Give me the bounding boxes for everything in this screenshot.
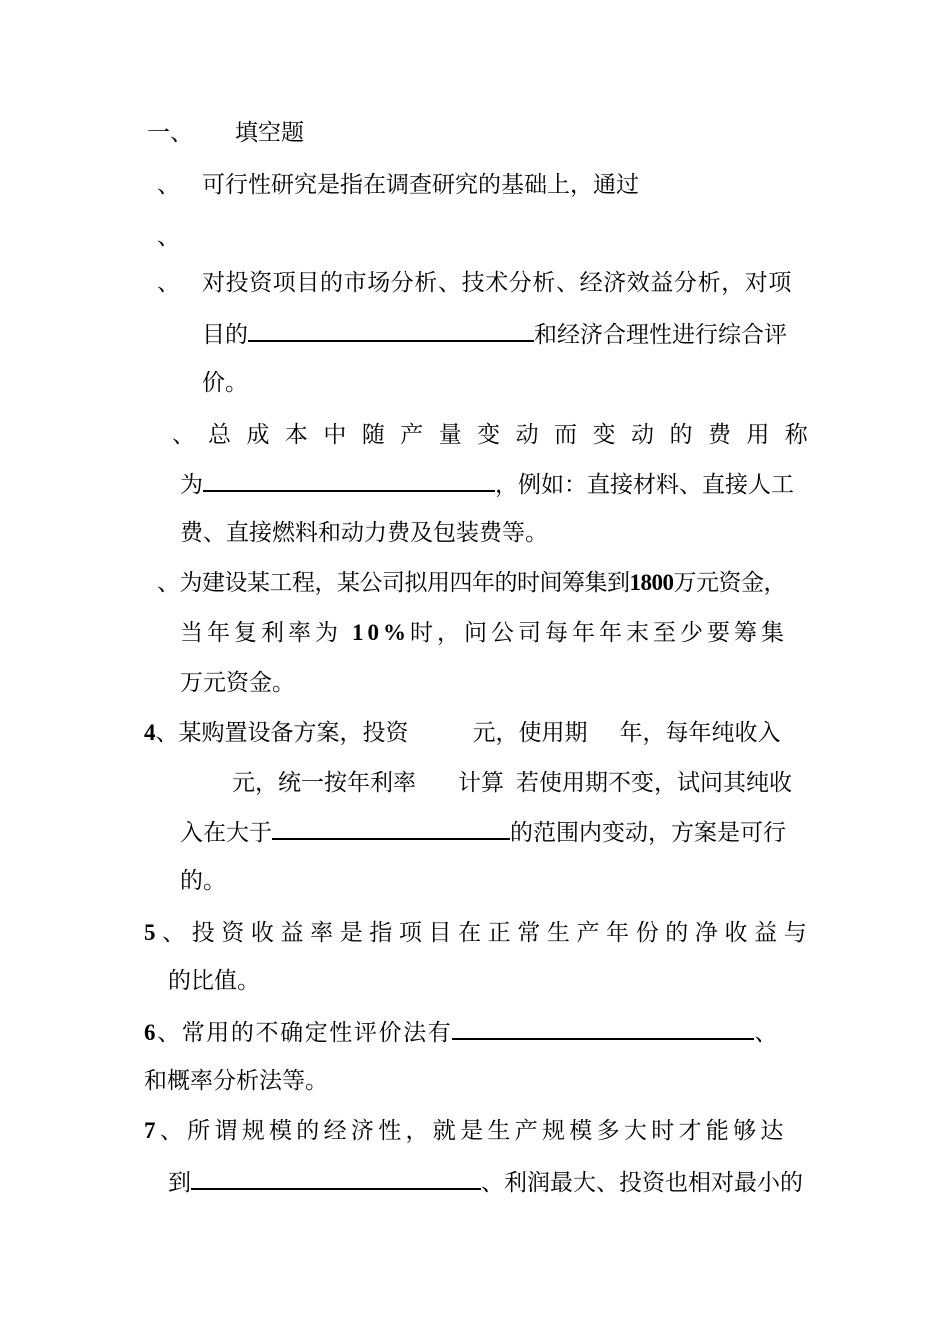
q1-mark-3: 、 bbox=[157, 270, 180, 296]
q4-line-2 bbox=[232, 768, 792, 798]
q3-amount: 1800 bbox=[629, 570, 674, 595]
q4-line-3 bbox=[180, 816, 786, 848]
q2-answer-blank[interactable] bbox=[203, 468, 495, 492]
q3-line-1 bbox=[157, 568, 786, 598]
q2-line-1-char: 称 bbox=[784, 422, 808, 448]
q1-mark-2: 、 bbox=[157, 224, 180, 250]
q1-line-3-start: 目的 bbox=[202, 322, 248, 348]
q2-line-3: 费、直接燃料和动力费及包装费等。 bbox=[180, 520, 548, 546]
q4-answer-blank[interactable] bbox=[272, 816, 510, 840]
q6-number: 6 bbox=[144, 1020, 158, 1045]
q4-line-4: 的。 bbox=[180, 868, 226, 894]
q3-rate: 10% bbox=[352, 620, 410, 645]
q1-mark: 、 bbox=[157, 172, 180, 198]
q7-line-1 bbox=[144, 1116, 788, 1146]
q2-line-1-char: 变 bbox=[477, 422, 501, 448]
q6-line-1-end: 、 bbox=[754, 1020, 779, 1046]
q4-line-3-b: 的范围内变动，方案是可行 bbox=[510, 820, 786, 846]
q2-line-1-char: 产 bbox=[400, 422, 424, 448]
q2-line-1-char: 总 bbox=[208, 422, 231, 448]
q3-line-3: 万元资金。 bbox=[180, 670, 295, 696]
q4-number: 4 bbox=[144, 720, 156, 745]
q2-line-2-start: 为 bbox=[180, 472, 203, 498]
q6-answer-blank[interactable] bbox=[452, 1016, 754, 1040]
q2-line-2-end: ，例如：直接材料、直接人工 bbox=[495, 472, 794, 498]
q2-line-1-char: 的 bbox=[669, 422, 693, 448]
q5-line-1-text: 、投资收益率是指项目在正常生产年份的净收益与 bbox=[162, 920, 814, 946]
q5-line-1 bbox=[144, 918, 813, 948]
q1-text: 可行性研究是指在调查研究的基础上，通过 bbox=[202, 172, 639, 198]
q4-line-2-c: 若使用期不变，试问其纯收 bbox=[516, 770, 792, 796]
q2-line-2 bbox=[180, 468, 794, 500]
q7-answer-blank[interactable] bbox=[191, 1166, 481, 1190]
q4-line-1-c: 年，每年纯收入 bbox=[619, 720, 781, 746]
q2-line-1-char: 随 bbox=[361, 422, 385, 448]
q1-line-4: 价。 bbox=[202, 370, 248, 396]
q2-line-1-char: 动 bbox=[515, 422, 539, 448]
q4-line-3-a: 入在大于 bbox=[180, 820, 272, 846]
q2-line-1-char: 用 bbox=[746, 422, 770, 448]
q1-line-2: 对投资项目的市场分析、技术分析、经济效益分析，对项 bbox=[202, 270, 792, 296]
q6-line-1-text: 、常用的不确定性评价法有 bbox=[157, 1020, 453, 1046]
q6-line-1 bbox=[144, 1016, 779, 1048]
q2-line-1 bbox=[208, 420, 808, 450]
q1-line-3-end: 和经济合理性进行综合评 bbox=[534, 322, 787, 348]
q2-line-1-char: 本 bbox=[284, 422, 308, 448]
q2-line-1-char: 而 bbox=[554, 422, 578, 448]
q2-line-1-char: 量 bbox=[438, 422, 462, 448]
q4-line-2-a: 元，统一按年利率 bbox=[232, 770, 416, 796]
q7-line-2-end: 、利润最大、投资也相对最小的 bbox=[481, 1170, 803, 1196]
q5-line-2: 的比值。 bbox=[168, 968, 260, 994]
q3-line-2-end: 时，问公司每年年末至少要筹集 bbox=[410, 620, 788, 646]
section-title: 填空题 bbox=[235, 120, 304, 146]
q7-line-2 bbox=[168, 1166, 803, 1198]
q3-line-2 bbox=[180, 618, 788, 648]
q2-line-1-char: 动 bbox=[630, 422, 654, 448]
q2-line-1-char: 中 bbox=[323, 422, 347, 448]
q7-line-1-text: 、所谓规模的经济性，就是生产规模多大时才能够达 bbox=[159, 1118, 788, 1144]
q1-line-3 bbox=[202, 318, 787, 350]
q4-line-1-a: 、某购置设备方案，投资 bbox=[155, 720, 409, 746]
q4-line-1-b: 元，使用期 bbox=[472, 720, 588, 746]
q6-line-2: 和概率分析法等。 bbox=[144, 1068, 328, 1094]
q4-line-1 bbox=[144, 718, 781, 748]
q2-mark: 、 bbox=[172, 422, 195, 448]
q4-line-2-b: 计算 bbox=[458, 770, 504, 796]
q2-line-1-char: 费 bbox=[707, 422, 731, 448]
section-marker: 一、 bbox=[147, 120, 193, 146]
q5-number: 5 bbox=[144, 920, 163, 945]
q2-line-1-char: 成 bbox=[246, 422, 270, 448]
section-heading bbox=[147, 118, 304, 148]
q3-line-2-start: 当年复利率为 bbox=[180, 620, 342, 646]
q3-line-1-end: 万元资金， bbox=[673, 570, 786, 596]
q1-answer-blank[interactable] bbox=[248, 318, 534, 342]
q2-line-1-char: 变 bbox=[592, 422, 616, 448]
q7-line-2-start: 到 bbox=[168, 1170, 191, 1196]
q3-line-1-start: 、为建设某工程，某公司拟用四年的时间筹集到 bbox=[157, 570, 630, 596]
q7-number: 7 bbox=[144, 1118, 160, 1143]
